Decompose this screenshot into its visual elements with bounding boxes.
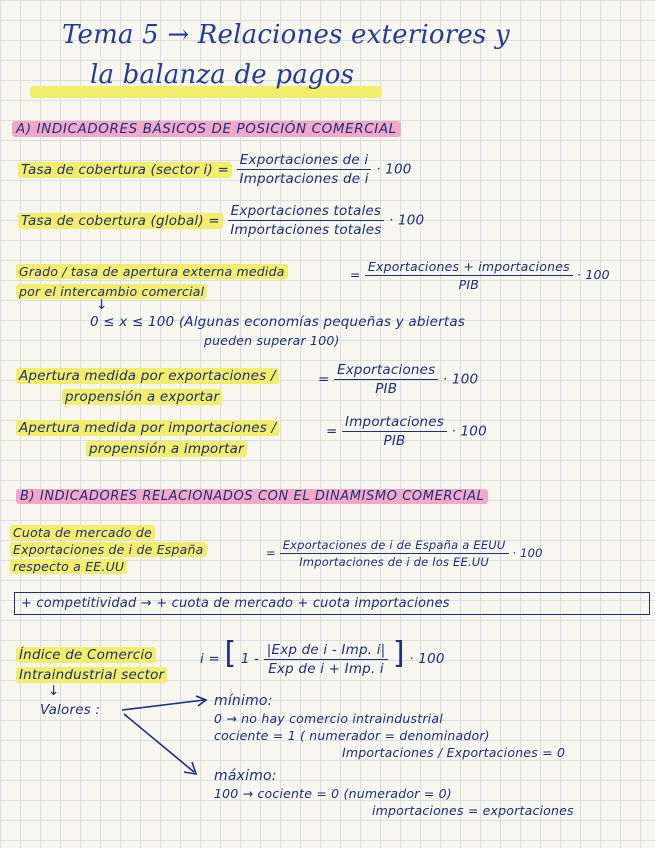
variable: i = xyxy=(200,651,220,667)
range-arrow: ↓ xyxy=(96,297,108,313)
formula-label-1: Cuota de mercado de xyxy=(10,525,155,540)
formula-icii xyxy=(200,636,445,677)
formula-apertura xyxy=(350,259,610,292)
formula-cuota xyxy=(266,538,543,569)
formula-apertura-import xyxy=(326,414,487,449)
range-line2: pueden superar 100) xyxy=(204,333,340,348)
formula-label: Tasa de cobertura (global) = xyxy=(18,213,223,229)
section-a-heading-text: A) INDICADORES BÁSICOS DE POSICIÓN COMERCIAL xyxy=(12,121,401,137)
equals: = xyxy=(266,546,276,560)
formula-apertura-export xyxy=(318,362,478,397)
fraction xyxy=(227,203,384,238)
numerator: Exportaciones + importaciones xyxy=(365,259,573,276)
values-label: Valores : xyxy=(40,702,101,718)
equals: = xyxy=(350,267,361,282)
min-title: mínimo: xyxy=(214,693,273,709)
page-title-line2: la balanza de pagos xyxy=(90,60,355,90)
formula-cobertura-sector xyxy=(18,152,412,187)
competitividad-box: + competitividad → + cuota de mercado + cuota importaciones xyxy=(14,592,650,615)
multiplier: · 100 xyxy=(577,267,610,282)
multiplier: · 100 xyxy=(376,161,412,178)
numerator: Exportaciones de i xyxy=(237,152,372,170)
numerator: Exportaciones de i de España a EEUU xyxy=(280,538,509,554)
formula-apertura-export-label xyxy=(16,366,279,408)
formula-label-1: Apertura medida por importaciones / xyxy=(16,420,279,436)
formula-label-1: Apertura medida por exportaciones / xyxy=(16,368,279,384)
formula-apertura-label xyxy=(16,262,288,302)
multiplier: · 100 xyxy=(512,546,543,560)
denominator: Importaciones totales xyxy=(230,222,382,238)
formula-cobertura-global xyxy=(18,203,424,238)
denominator: PIB xyxy=(458,277,480,292)
formula-label-2: Exportaciones de i de España xyxy=(10,542,207,557)
formula-label-1: Grado / tasa de apertura externa medida xyxy=(16,264,288,279)
equals: = xyxy=(318,371,330,388)
multiplier: · 100 xyxy=(388,212,425,229)
formula-label-3: respecto a EE.UU xyxy=(10,559,127,574)
formula-label-1: Índice de Comercio xyxy=(16,647,156,663)
formula-label-2: propensión a exportar xyxy=(62,389,222,405)
numerator: Exportaciones totales xyxy=(228,203,385,221)
formula-label-2: Intraindustrial sector xyxy=(16,667,167,683)
section-b-heading-text: B) INDICADORES RELACIONADOS CON EL DINAMISMO COMERCIAL xyxy=(16,489,488,504)
numerator: Exportaciones xyxy=(334,362,438,380)
multiplier: · 100 xyxy=(451,423,487,440)
values-arrows xyxy=(118,694,228,784)
formula-label-2: por el intercambio comercial xyxy=(16,284,207,299)
max-line1: 100 → cociente = 0 (numerador = 0) xyxy=(214,786,452,801)
numerator: Importaciones xyxy=(342,414,447,432)
min-line3: Importaciones / Exportaciones = 0 xyxy=(342,745,566,760)
values-min xyxy=(214,693,565,761)
formula-apertura-import-label xyxy=(16,418,279,460)
fraction xyxy=(365,259,573,292)
formula-label-2: propensión a importar xyxy=(86,441,247,457)
denominator: Importaciones de i de los EE.UU xyxy=(299,555,490,569)
denominator: Exp de i + Imp. i xyxy=(268,660,384,677)
bracket-open: [ xyxy=(224,636,237,671)
page-title: Tema 5 → Relaciones exteriores y xyxy=(62,20,510,50)
formula-icii-label xyxy=(16,645,167,685)
denominator: PIB xyxy=(383,433,406,449)
multiplier: · 100 xyxy=(409,651,445,667)
section-b-heading xyxy=(16,489,488,504)
fraction xyxy=(236,152,371,187)
max-title: máximo: xyxy=(214,768,277,784)
section-a-heading xyxy=(12,121,401,137)
max-line2: importaciones = exportaciones xyxy=(372,803,574,818)
min-line1: 0 → no hay comercio intraindustrial xyxy=(214,711,443,726)
values-max xyxy=(214,768,574,819)
numerator: |Exp de i - Imp. i| xyxy=(264,642,389,660)
one-minus: 1 - xyxy=(240,651,260,667)
denominator: PIB xyxy=(375,381,398,397)
denominator: Importaciones de i xyxy=(239,171,369,187)
formula-label: Tasa de cobertura (sector i) = xyxy=(18,162,232,178)
fraction xyxy=(264,642,389,677)
fraction xyxy=(280,538,509,569)
formula-cuota-label xyxy=(10,524,207,575)
equals: = xyxy=(326,423,338,440)
multiplier: · 100 xyxy=(442,371,479,388)
fraction xyxy=(342,414,447,449)
range-line1: 0 ≤ x ≤ 100 (Algunas economías pequeñas y abiertas xyxy=(90,314,466,330)
values-arrow-down: ↓ xyxy=(48,683,60,699)
bracket-close: ] xyxy=(392,636,405,671)
min-line2: cociente = 1 ( numerador = denominador) xyxy=(214,728,490,743)
fraction xyxy=(334,362,438,397)
